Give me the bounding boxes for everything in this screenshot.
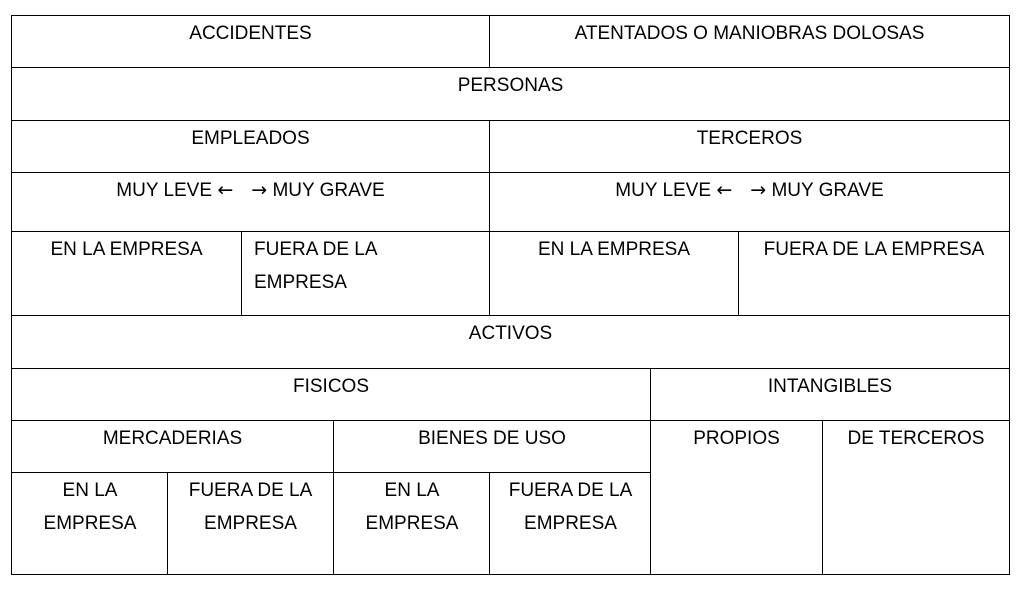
cell-bienes-de-uso bbox=[334, 421, 650, 455]
cell-intangibles bbox=[651, 369, 1009, 403]
scale-low-label: MUY LEVE bbox=[116, 180, 213, 201]
cell-label: FUERA DE LA EMPRESA bbox=[508, 480, 633, 534]
arrow-right-icon: → bbox=[251, 179, 268, 201]
cell-label: INTANGIBLES bbox=[767, 376, 893, 397]
cell-employees-in-company bbox=[12, 232, 241, 266]
cell-use-in-company bbox=[346, 473, 478, 540]
scale-low-label: MUY LEVE bbox=[615, 180, 712, 201]
cell-propios bbox=[651, 421, 822, 455]
arrow-left-icon: ← bbox=[217, 179, 234, 201]
cell-third-out-company bbox=[739, 232, 1009, 266]
cell-label: PROPIOS bbox=[693, 428, 780, 449]
cell-label: EN LA EMPRESA bbox=[365, 480, 459, 534]
cell-label: EN LA EMPRESA bbox=[43, 480, 137, 534]
cell-mercaderias bbox=[12, 421, 333, 455]
severity-scale-employees bbox=[12, 173, 489, 207]
cell-accidentes bbox=[12, 16, 489, 50]
scale-high-label: MUY GRAVE bbox=[272, 180, 385, 201]
cell-label: ATENTADOS O MANIOBRAS DOLOSAS bbox=[574, 23, 925, 44]
cell-label: ACCIDENTES bbox=[189, 23, 312, 44]
cell-label: FUERA DE LA EMPRESA bbox=[254, 239, 377, 293]
cell-label: PERSONAS bbox=[457, 75, 564, 96]
cell-label: ACTIVOS bbox=[468, 323, 553, 344]
severity-scale-third-parties bbox=[490, 173, 1009, 207]
cell-employees-out-company bbox=[242, 232, 417, 299]
cell-label: EN LA EMPRESA bbox=[50, 239, 203, 260]
column-divider bbox=[167, 472, 168, 575]
cell-fisicos bbox=[12, 369, 650, 403]
cell-label: FUERA DE LA EMPRESA bbox=[188, 480, 313, 534]
cell-merch-in-company bbox=[24, 473, 156, 540]
cell-label: FUERA DE LA EMPRESA bbox=[763, 239, 985, 260]
arrow-right-icon: → bbox=[750, 179, 767, 201]
cell-label: EMPLEADOS bbox=[191, 128, 310, 149]
cell-label: EN LA EMPRESA bbox=[537, 239, 691, 260]
column-divider bbox=[489, 472, 490, 575]
cell-use-out-company bbox=[498, 473, 643, 540]
table-border-right bbox=[1009, 15, 1010, 575]
cell-personas bbox=[12, 68, 1009, 102]
cell-de-terceros bbox=[823, 421, 1009, 455]
cell-third-in-company bbox=[490, 232, 738, 266]
arrow-left-icon: ← bbox=[716, 179, 733, 201]
cell-label: TERCEROS bbox=[696, 128, 803, 149]
cell-label: BIENES DE USO bbox=[418, 428, 566, 449]
table-border-bottom bbox=[11, 574, 1010, 575]
cell-label: FISICOS bbox=[292, 376, 369, 397]
cell-atentados bbox=[490, 16, 1009, 50]
cell-empleados bbox=[12, 121, 489, 155]
cell-merch-out-company bbox=[178, 473, 323, 540]
scale-high-label: MUY GRAVE bbox=[771, 180, 884, 201]
cell-terceros bbox=[490, 121, 1009, 155]
cell-activos bbox=[12, 316, 1009, 350]
cell-label: DE TERCEROS bbox=[847, 428, 985, 449]
cell-label: MERCADERIAS bbox=[102, 428, 243, 449]
